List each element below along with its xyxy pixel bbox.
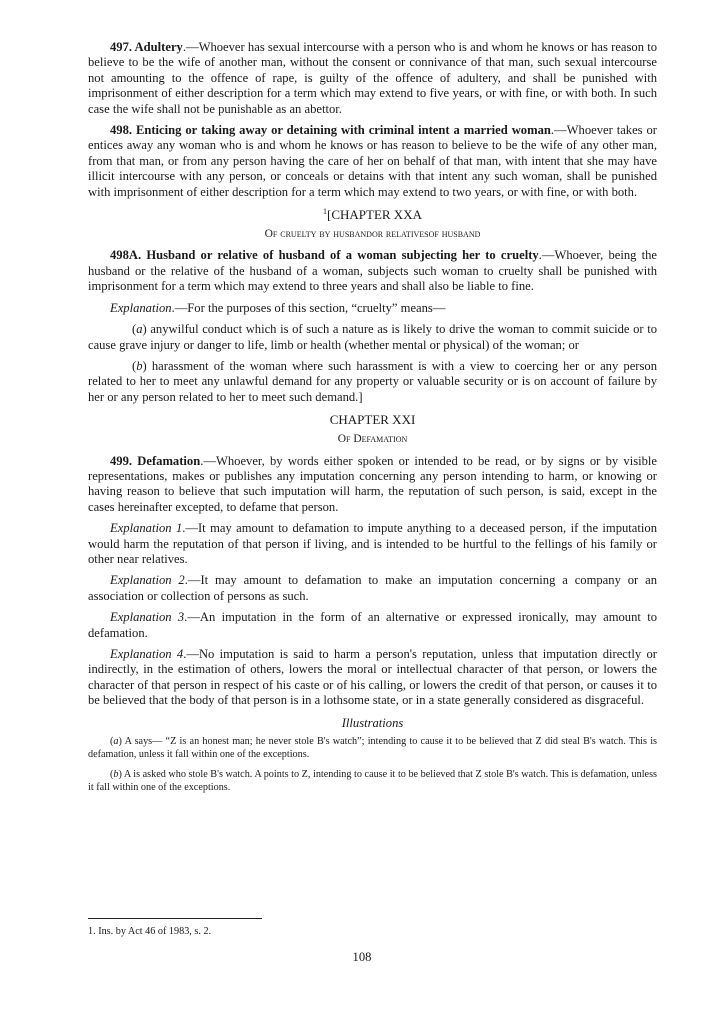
chapter-xxa-subtitle: Of cruelty by husbandor relativesof husband <box>264 228 481 241</box>
illustration-b: (b) A is asked who stole B's watch. A points to Z, intending to cause it to be believed that Z stole B's watch. This is defamation, unless it fall within one of the exceptions. <box>88 768 657 794</box>
explanation-1: Explanation 1.—It may amount to defamation to impute anything to a deceased person, if the imputation would harm the reputation of that person if living, and is intended to be hurtful to the fellings of his family or other near relatives. <box>88 521 657 566</box>
section-498a-text: .—Whoever, being the husband or the relative of the husband of a woman, subjects such woman to cruelty shall be punished with imprisonment for a term which may extend to three years and shall also be liable to fine. <box>88 248 658 294</box>
chapter-xxi-subtitle: Of Defamation <box>337 433 408 446</box>
section-499 <box>88 454 657 516</box>
illustration-a: (a) A says— “Z is an honest man; he never stole B's watch”; intending to cause it to be believed that Z did steal B's watch. This is defamation, unless it fall within one of the exceptions. <box>88 735 657 761</box>
section-499-heading: 499. Defamation <box>110 453 201 468</box>
clause-b: (b) harassment of the woman where such harassment is with a view to coercing her or any person related to her to meet any unlawful demand for any property or valuable security or is on account of failure by her or any person related to her to meet such demand.] <box>88 358 657 404</box>
section-498a-heading: 498A. Husband or relative of husband of a woman subjecting her to cruelty <box>110 248 539 263</box>
section-498-heading: 498. Enticing or taking away or detaining with criminal intent a married woman <box>110 123 551 138</box>
section-497-heading: 497. Adultery <box>110 40 183 54</box>
section-497-text: .—Whoever has sexual intercourse with a person who is and whom he knows or has reason to believe to be the wife of another man, without the consent or connivance of that man, such sexual intercourse not amounting to the offence of rape, is guilty of the offence of adultery, and shall be punished with imprisonment of either description for a term which may extend to five years, or with fine, or with both. In such case the wife shall not be punishable as an abettor. <box>88 40 657 116</box>
chapter-xxa-title: $^1$[CHAPTER XXA <box>323 207 422 223</box>
section-498-text: .—Whoever takes or entices away any woman who is and whom he knows or has reason to believe to be the wife of any other man, from that man, or from any person having the care of her on behalf of that man, with intent that she may have illicit intercourse with any person, or conceals or detains with that intent any such woman, shall be punished with imprisonment of either description for a term which may extend to two years, or with fine, or with both. <box>88 123 657 199</box>
explanation-4: Explanation 4.—No imputation is said to harm a person's reputation, unless that imputation directly or indirectly, in the estimation of others, lowers the moral or intellectual character of that person, or lowers the character of that person in respect of his caste or of his calling, or lowers the credit of that person, or causes it to be believed that the body of that person is in a lothsome state, or in a state generally considered as disgraceful. <box>88 647 657 708</box>
page-body <box>88 40 657 795</box>
section-497 <box>88 40 657 117</box>
page-number: 108 <box>352 950 372 964</box>
illustrations-heading: Illustrations <box>341 715 404 730</box>
section-498 <box>88 123 657 200</box>
explanation-2: Explanation 2.—It may amount to defamation to make an imputation concerning a company or an association or collection of persons as such. <box>88 573 657 603</box>
chapter-xxi-title: CHAPTER XXI <box>329 412 416 428</box>
section-499-text: .—Whoever, by words either spoken or intended to be read, or by signs or by visible representations, makes or publishes any imputation concerning any person intending to harm, or knowing or having reason to believe that such imputation will harm, the reputation of such person, is said, except in the cases hereinafter excepted, to defame that person. <box>88 453 657 514</box>
clause-a: (a) anywilful conduct which is of such a nature as is likely to drive the woman to commit suicide or to cause grave injury or danger to life, limb or health (whether mental or physical) of the woman; or <box>88 322 657 352</box>
footnote-marker: 1 <box>323 207 327 217</box>
footnote-divider <box>88 918 262 919</box>
explanation-3: Explanation 3.—An imputation in the form of an alternative or expressed ironically, may amount to defamation. <box>88 610 657 640</box>
footnote: 1. Ins. by Act 46 of 1983, s. 2. <box>88 926 212 937</box>
section-498a <box>88 248 657 294</box>
section-498a-explanation: Explanation.—For the purposes of this section, “cruelty” means— <box>110 300 446 315</box>
